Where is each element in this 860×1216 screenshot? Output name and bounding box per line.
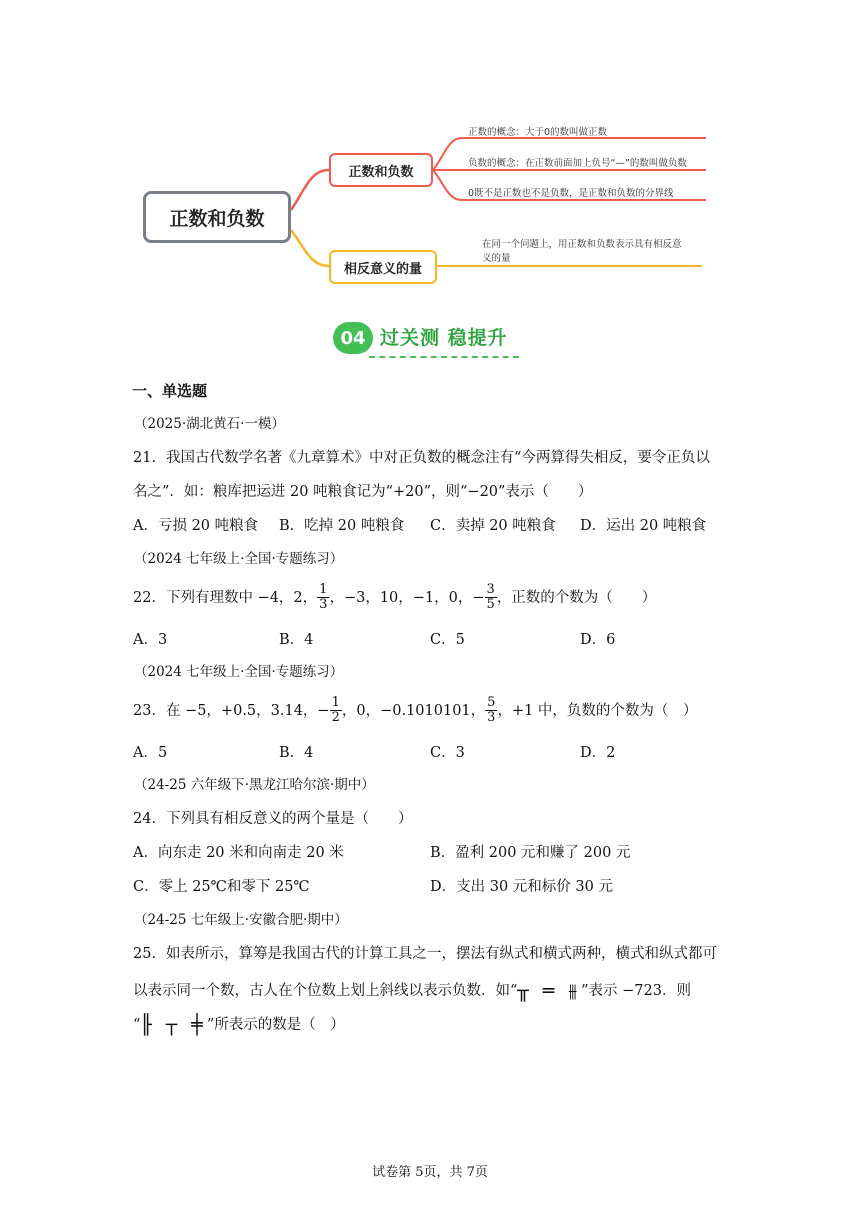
q25-stem-line3-part1: “ — [133, 1017, 141, 1033]
q22-fraction-2 — [485, 583, 497, 613]
q25-stem-line1: 25．如表所示，算筹是我国古代的计算工具之一，摆法有纵式和横式两种，横式和纵式都可 — [133, 946, 717, 962]
q23-stem-part3: ，+1 中，负数的个数为（ ） — [497, 702, 698, 719]
q23-source: （2024 七年级上·全国·专题练习） — [134, 664, 344, 680]
q23-stem-part1: 23．在 −5，+0.5，3.14，− — [133, 702, 330, 719]
leaf-negative-definition: 负数的概念：在正数前面加上负号“—”的数叫做负数 — [468, 158, 687, 169]
q24-stem: 24．下列具有相反意义的两个量是（ ） — [133, 811, 413, 827]
connector-root-b — [291, 230, 329, 266]
q24-option-d: D．支出 30 元和标价 30 元 — [430, 879, 613, 895]
fraction-numerator: 3 — [486, 582, 495, 597]
q25-stem-line3-part2: ”所表示的数是（ ） — [206, 1017, 345, 1033]
q23-stem — [133, 696, 697, 726]
fraction-numerator: 1 — [319, 582, 328, 597]
mind-map-branch-opposite-quantities: 相反意义的量 — [329, 250, 437, 284]
counting-rods-example: ╥ ═ ⫵ — [517, 980, 582, 1002]
q22-option-c: C．5 — [430, 632, 465, 648]
q24-option-c: C．零上 25℃和零下 25℃ — [133, 879, 310, 895]
q23-option-b: B．4 — [279, 745, 314, 761]
q23-option-c: C．3 — [430, 745, 465, 761]
q21-stem-line2: 名之”．如：粮库把运进 20 吨粮食记为“+20”，则“−20”表示（ ） — [133, 484, 593, 500]
banner-title: 过关测 稳提升 — [380, 327, 508, 349]
q22-stem-part2: ，−3，10，−1，0，− — [329, 589, 485, 606]
q23-fraction-1 — [330, 696, 342, 726]
q21-source: （2025·湖北黄石·一模） — [134, 416, 285, 432]
q23-fraction-2 — [485, 696, 497, 726]
q21-option-b: B．吃掉 20 吨粮食 — [279, 518, 405, 534]
banner-number-badge: 04 — [333, 322, 373, 354]
mind-map-root: 正数和负数 — [143, 191, 291, 243]
q21-option-c: C．卖掉 20 吨粮食 — [430, 518, 556, 534]
q24-option-b: B．盈利 200 元和赚了 200 元 — [430, 845, 631, 861]
q23-option-a: A．5 — [133, 745, 168, 761]
fraction-numerator: 1 — [331, 695, 340, 710]
leaf-positive-definition: 正数的概念：大于0的数叫做正数 — [468, 127, 608, 138]
q22-stem-part1: 22．下列有理数中 −4，2， — [133, 589, 318, 606]
q22-option-b: B．4 — [279, 632, 314, 648]
q22-source: （2024 七年级上·全国·专题练习） — [134, 551, 344, 567]
fraction-denominator: 5 — [486, 597, 495, 613]
fraction-denominator: 3 — [487, 710, 496, 726]
q25-source: （24-25 七年级上·安徽合肥·期中） — [134, 912, 348, 928]
leaf-opposite-meaning-line2: 义的量 — [482, 253, 511, 264]
page-footer: 试卷第 5页，共 7页 — [372, 1165, 488, 1180]
q21-option-a: A．亏损 20 吨粮食 — [133, 518, 259, 534]
section-title: 一、单选题 — [132, 382, 208, 400]
q21-stem-line1: 21．我国古代数学名著《九章算术》中对正负数的概念注有“今两算得失相反，要令正负以 — [133, 450, 710, 466]
q22-stem-part3: ，正数的个数为（ ） — [496, 589, 657, 606]
mind-map — [0, 0, 860, 300]
fraction-numerator: 5 — [487, 695, 496, 710]
section-banner — [333, 320, 523, 360]
q24-option-a: A．向东走 20 米和向南走 20 米 — [133, 845, 344, 861]
fraction-denominator: 3 — [319, 597, 328, 613]
q21-option-d: D．运出 20 吨粮食 — [580, 518, 707, 534]
q24-source: （24-25 六年级下·黑龙江哈尔滨·期中） — [134, 777, 375, 793]
q25-stem-line2 — [133, 982, 691, 1001]
q22-option-d: D．6 — [580, 632, 616, 648]
connector-root-a — [291, 170, 329, 210]
q22-option-a: A．3 — [133, 632, 168, 648]
leaf-zero-boundary: 0既不是正数也不是负数，是正数和负数的分界线 — [468, 188, 674, 199]
mind-map-branch-positive-negative: 正数和负数 — [329, 153, 433, 187]
q25-stem-line2-part1: 以表示同一个数，古人在个位数上划上斜线以表示负数．如“ — [133, 983, 518, 999]
q22-stem — [133, 583, 656, 613]
q25-stem-line3 — [133, 1016, 345, 1035]
banner-dashed-underline — [369, 356, 519, 358]
leaf-opposite-meaning-line1: 在同一个问题上，用正数和负数表示具有相反意 — [482, 239, 682, 250]
q23-stem-part2: ，0，−0.1010101， — [341, 702, 486, 719]
counting-rods-question: ╟ ┬ ╪ — [140, 1014, 207, 1036]
q25-stem-line2-part2: ”表示 −723．则 — [581, 983, 691, 999]
q23-option-d: D．2 — [580, 745, 616, 761]
q22-fraction-1 — [317, 583, 329, 613]
fraction-denominator: 2 — [331, 710, 340, 726]
